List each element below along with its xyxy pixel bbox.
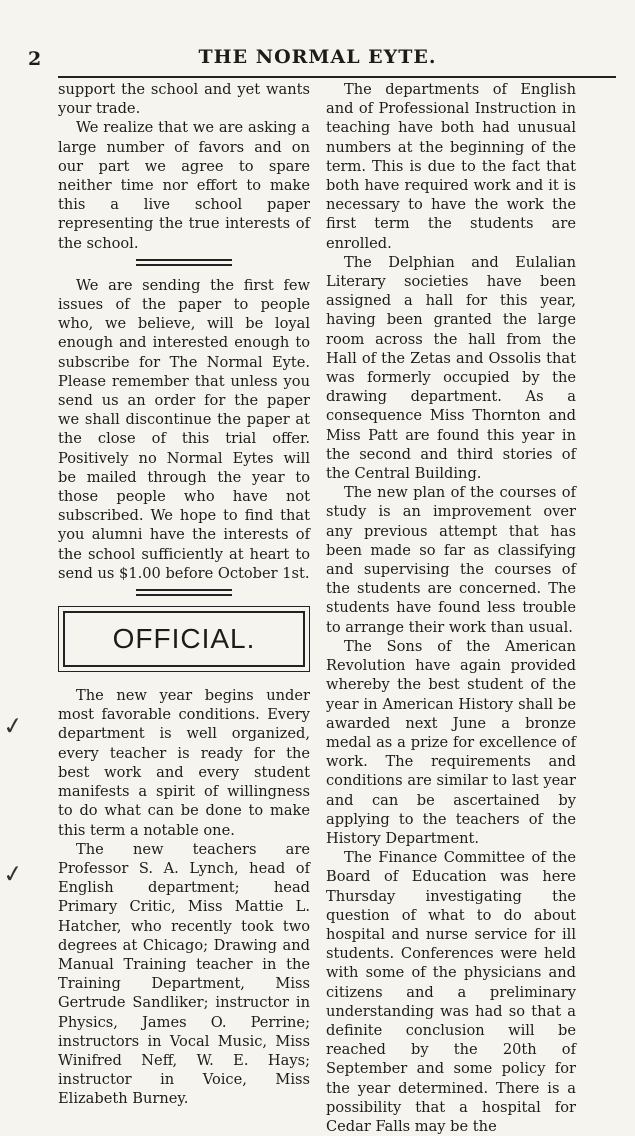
section-divider: [136, 589, 232, 596]
paragraph: The new teachers are Professor S. A. Lynch, head of English department; head Primary Critic, Miss Mattie L. Hatcher, who recently took two degrees at Chicago; Drawing and Manual Training teacher in the Training Department, Miss Gertrude Sandliker; instructor in Physics, James O. Perrine; instructors in Vocal Music, Miss Winifred Neff, W. E. Hays; instructor in Voice, Miss Elizabeth Burney.: [58, 840, 310, 1108]
paragraph: The Sons of the American Revolution have again provided whereby the best student of the year in American History shall be awarded next June a bronze medal as a prize for excellence of work. The requirements and conditions are similar to last year and can be ascertained by applying to the teachers of the History Department.: [326, 637, 576, 847]
left-column: [58, 80, 310, 1109]
paragraph: The Delphian and Eulalian Literary societies have been assigned a hall for this year, having been granted the large room across the hall from the Hall of the Zetas and Ossolis that was formerly occupied by the drawing department. As a consequence Miss Thornton and Miss Patt are found this year in the second and third stories of the Central Building.: [326, 253, 576, 483]
check-mark-icon: ✓: [1, 710, 25, 742]
paragraph: We are sending the first few issues of the paper to people who, we believe, will be loyal enough and interested enough to subscribe for The Normal Eyte. Please remember that unless you send us an order for the paper we shall discontinue the paper at the close of this trial offer. Positively no Normal Eytes will be mailed through the year to those people who have not subscribed. We hope to find that you alumni have the interests of the school sufficiently at heart to send us $1.00 before October 1st.: [58, 276, 310, 582]
official-heading-box: [58, 606, 310, 672]
page-number: 2: [28, 48, 42, 70]
section-heading: OFFICIAL.: [63, 611, 305, 667]
paragraph: The new year begins under most favorable conditions. Every department is well organized, every teacher is ready for the best work and every student manifests a spirit of willingness to do what can be done to make this term a notable one.: [58, 687, 310, 839]
right-column: [326, 80, 576, 1136]
section-divider: [136, 259, 232, 266]
paragraph: The Finance Committee of the Board of Education was here Thursday investigating the question of what to do about hospital and nurse service for ill students. Conferences were held with some of the physicians and citizens and a preliminary understanding was had so that a definite conclusion will be reached by the 20th of September and some policy for the year determined. There is a possibility that a hospital for Cedar Falls may be the: [326, 849, 576, 1135]
paragraph: The new plan of the courses of study is an improvement over any previous attempt that has been made so far as classifying and supervising the courses of the students are concerned. The students have found less trouble to arrange their work than usual.: [326, 484, 576, 636]
masthead-title: THE NORMAL EYTE.: [198, 46, 437, 68]
paragraph: The departments of English and of Professional Instruction in teaching have both had unusual numbers at the beginning of the term. This is due to the fact that both have required work and it is necessary to have the work the first term the students are enrolled.: [326, 81, 576, 252]
paragraph: We realize that we are asking a large number of favors and on our part we agree to spare neither time nor effort to make this a live school paper representing the true interests of the school.: [58, 119, 310, 252]
header-rule: [58, 76, 616, 78]
check-mark-icon: ✓: [1, 858, 25, 890]
paragraph: support the school and yet wants your trade.: [58, 81, 310, 118]
